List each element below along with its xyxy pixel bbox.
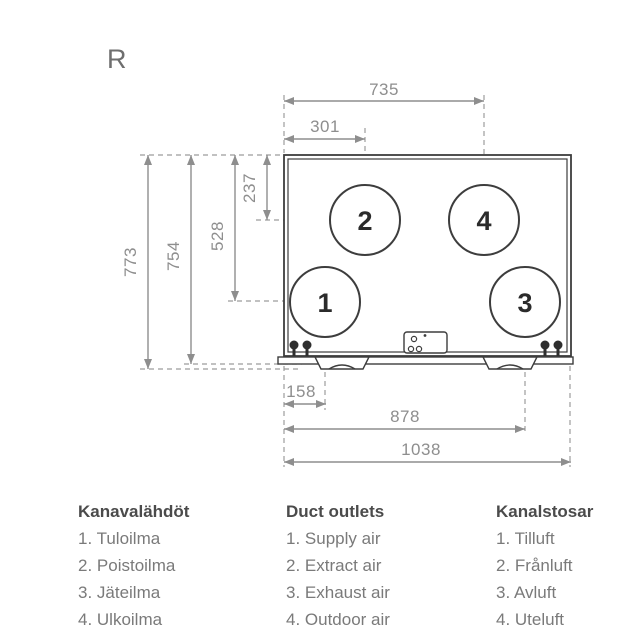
legend-item: 4. Uteluft [496,610,565,629]
left-foot [315,357,369,369]
legend-item: 1. Supply air [286,529,381,548]
legend-header-swedish: Kanalstosar [496,502,594,521]
legend-item: 1. Tilluft [496,529,555,548]
legend-item: 4. Ulkoilma [78,610,163,629]
legend-item: 3. Avluft [496,583,557,602]
legend-item: 2. Frånluft [496,556,573,575]
dim-label-528: 528 [208,221,227,251]
legend-item: 1. Tuloilma [78,529,161,548]
legend-item: 2. Extract air [286,556,382,575]
legend-column-swedish [496,498,593,633]
cable-gland-icon [408,346,413,351]
legend-item: 3. Jäteilma [78,583,161,602]
legend-header-english: Duct outlets [286,502,385,521]
dim-label-878: 878 [390,407,420,426]
dim-label-301: 301 [310,117,340,136]
dim-label-1038: 1038 [401,440,441,459]
dim-label-773: 773 [121,247,140,277]
legend-column-finnish [78,498,189,633]
right-foot [483,357,537,369]
outlet-4-number: 4 [476,206,492,236]
legend-column-english [286,498,390,633]
dim-label-754: 754 [164,241,183,271]
cable-gland-icon [411,336,416,341]
dim-label-237: 237 [240,173,259,203]
connection-box [404,332,447,353]
outlet-2-number: 2 [357,206,373,236]
legend-item: 2. Poistoilma [78,556,176,575]
legend-item: 4. Outdoor air [286,610,390,629]
dim-label-158: 158 [286,382,316,401]
outlet-3-number: 3 [517,288,533,318]
revision-letter: R [107,44,127,74]
legend-item: 3. Exhaust air [286,583,390,602]
cable-gland-icon [416,346,421,351]
legend-header-finnish: Kanavalähdöt [78,502,190,521]
outlet-1-number: 1 [317,288,333,318]
cable-gland-dot-icon [424,334,427,337]
dim-label-735: 735 [369,80,399,99]
